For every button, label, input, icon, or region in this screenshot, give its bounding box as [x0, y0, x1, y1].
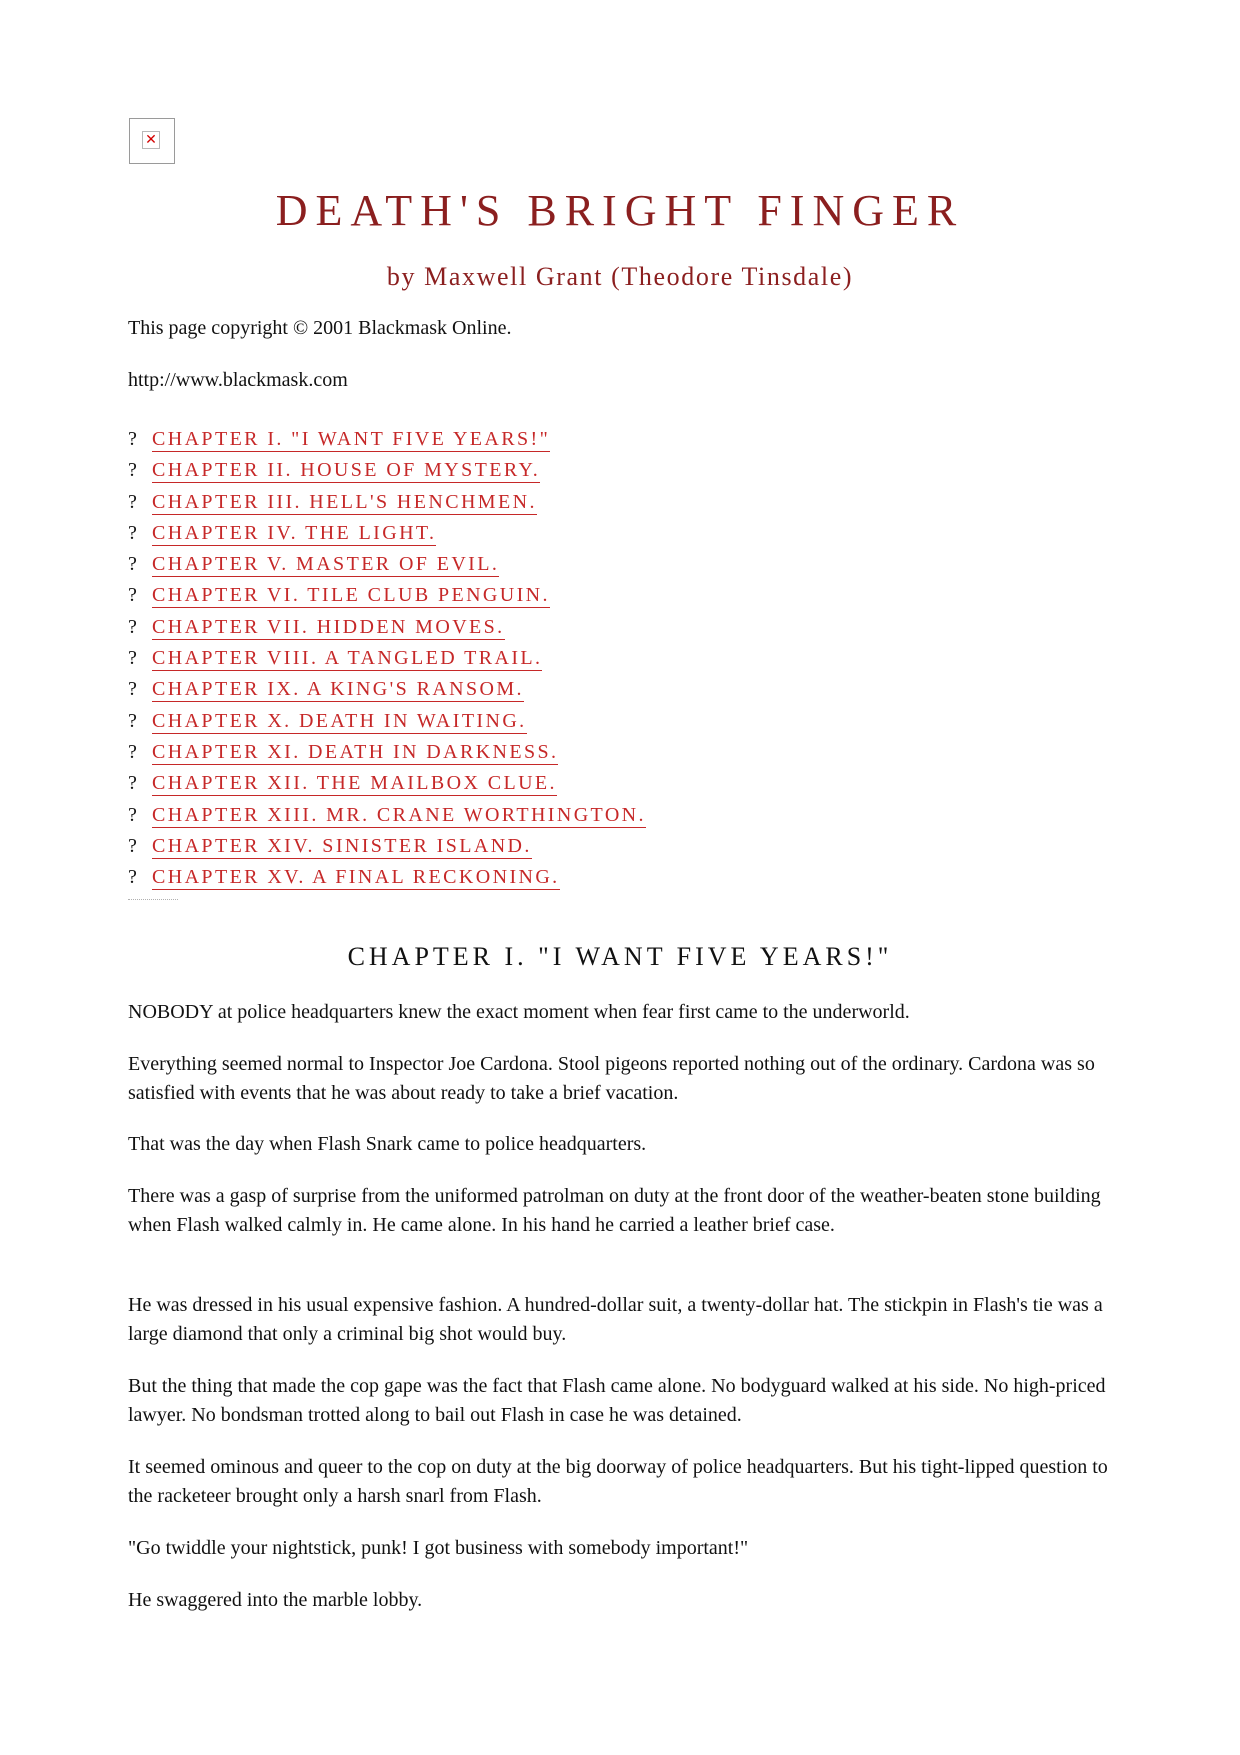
toc-link-chapter-3[interactable]: CHAPTER III. HELL'S HENCHMEN.: [152, 490, 537, 513]
toc-item: [128, 801, 646, 832]
toc-item: [128, 832, 646, 863]
toc-link-chapter-4[interactable]: CHAPTER IV. THE LIGHT.: [152, 521, 437, 544]
paragraph: There was a gasp of surprise from the uniformed patrolman on duty at the front door of the weather-beaten stone building when Flash walked calmly in. He came alone. In his hand he carried a leather brief case.: [128, 1185, 1101, 1236]
toc-bullet: ?: [128, 866, 137, 889]
toc-item: [128, 519, 646, 550]
toc-item: [128, 581, 646, 612]
toc-link-chapter-1[interactable]: CHAPTER I. "I WANT FIVE YEARS!": [152, 428, 551, 450]
book-title: DEATH'S BRIGHT FINGER: [275, 186, 965, 235]
broken-image-icon: [129, 118, 175, 164]
toc-bullet: ?: [128, 678, 137, 701]
paragraph: That was the day when Flash Snark came to police headquarters.: [128, 1133, 647, 1155]
broken-image-cross-icon: ✕: [142, 131, 160, 149]
toc-link-chapter-6[interactable]: CHAPTER VI. TILE CLUB PENGUIN.: [152, 584, 550, 607]
toc-bullet: ?: [128, 740, 137, 763]
site-url: http://www.blackmask.com: [128, 369, 348, 391]
toc-link-chapter-2[interactable]: CHAPTER II. HOUSE OF MYSTERY.: [152, 459, 541, 482]
toc-item: [128, 769, 646, 800]
paragraph: Everything seemed normal to Inspector Joe Cardona. Stool pigeons reported nothing out of the ordinary. Cardona was so satisfied with events that he was about ready to take a brief vacation.: [128, 1053, 1095, 1104]
toc-bullet: ?: [128, 553, 137, 576]
paragraph: "Go twiddle your nightstick, punk! I got business with somebody important!": [128, 1537, 749, 1559]
chapter-heading: CHAPTER I. "I WANT FIVE YEARS!": [347, 942, 893, 971]
toc-link-chapter-9[interactable]: CHAPTER IX. A KING'S RANSOM.: [152, 678, 524, 701]
toc-item: [128, 675, 646, 706]
toc-bullet: ?: [128, 584, 137, 607]
paragraph: It seemed ominous and queer to the cop on duty at the big doorway of police headquarters. But his tight-lipped question to the racketeer brought only a harsh snarl from Flash.: [128, 1456, 1108, 1507]
toc-item: [128, 425, 646, 456]
toc-item: [128, 738, 646, 769]
table-of-contents: [128, 425, 646, 894]
paragraph: NOBODY at police headquarters knew the exact moment when fear first came to the underworld.: [128, 1001, 910, 1023]
toc-link-chapter-5[interactable]: CHAPTER V. MASTER OF EVIL.: [152, 553, 500, 576]
toc-link-chapter-14[interactable]: CHAPTER XIV. SINISTER ISLAND.: [152, 834, 532, 857]
toc-bullet: ?: [128, 615, 137, 638]
toc-item: [128, 613, 646, 644]
toc-item: [128, 488, 646, 519]
toc-link-chapter-10[interactable]: CHAPTER X. DEATH IN WAITING.: [152, 709, 527, 732]
toc-item: [128, 644, 646, 675]
toc-link-chapter-8[interactable]: CHAPTER VIII. A TANGLED TRAIL.: [152, 647, 543, 670]
toc-link-chapter-12[interactable]: CHAPTER XII. THE MAILBOX CLUE.: [152, 772, 557, 795]
toc-bullet: ?: [128, 647, 137, 670]
toc-bullet: ?: [128, 772, 137, 795]
copyright-notice: This page copyright © 2001 Blackmask Online.: [128, 317, 512, 339]
toc-item: [128, 550, 646, 581]
toc-item: [128, 456, 646, 487]
toc-bullet: ?: [128, 803, 137, 826]
toc-link-chapter-7[interactable]: CHAPTER VII. HIDDEN MOVES.: [152, 615, 505, 638]
toc-link-chapter-13[interactable]: CHAPTER XIII. MR. CRANE WORTHINGTON.: [152, 803, 646, 826]
toc-bullet: ?: [128, 428, 137, 450]
paragraph: But the thing that made the cop gape was the fact that Flash came alone. No bodyguard walked at his side. No high-priced lawyer. No bondsman trotted along to bail out Flash in case he was detained.: [128, 1375, 1106, 1426]
divider: [128, 899, 178, 902]
toc-link-chapter-15[interactable]: CHAPTER XV. A FINAL RECKONING.: [152, 866, 560, 889]
paragraph: He was dressed in his usual expensive fashion. A hundred-dollar suit, a twenty-dollar hat. The stickpin in Flash's tie was a large diamond that only a criminal big shot would buy.: [128, 1294, 1103, 1345]
toc-item: [128, 863, 646, 894]
author-line: by Maxwell Grant (Theodore Tinsdale): [386, 262, 854, 291]
toc-bullet: ?: [128, 521, 137, 544]
toc-bullet: ?: [128, 709, 137, 732]
paragraph: He swaggered into the marble lobby.: [128, 1589, 423, 1611]
toc-bullet: ?: [128, 834, 137, 857]
toc-bullet: ?: [128, 490, 137, 513]
toc-link-chapter-11[interactable]: CHAPTER XI. DEATH IN DARKNESS.: [152, 740, 559, 763]
toc-bullet: ?: [128, 459, 137, 482]
toc-item: [128, 707, 646, 738]
